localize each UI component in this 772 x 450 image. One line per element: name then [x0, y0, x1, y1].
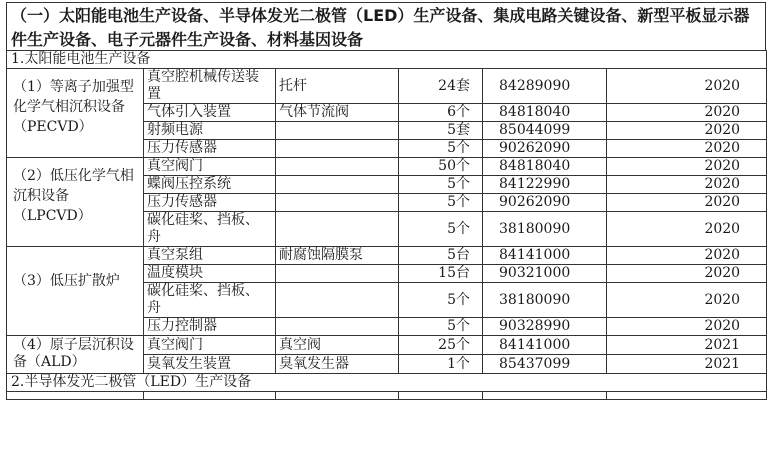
empty-cell [144, 392, 276, 400]
group-name: （4）原子层沉积设备（ALD） [7, 336, 144, 374]
year-cell: 2020 [607, 283, 767, 318]
item-cell: 射频电源 [144, 122, 276, 140]
quantity-cell: 5台 [399, 247, 483, 265]
part-cell: 气体节流阀 [276, 104, 399, 122]
code-cell: 90328990 [483, 318, 607, 336]
group-name: （3）低压扩散炉 [7, 247, 144, 336]
code-cell: 84141000 [483, 336, 607, 355]
quantity-cell: 5个 [399, 140, 483, 158]
quantity-cell: 5个 [399, 212, 483, 247]
code-cell: 84289090 [483, 69, 607, 104]
document-sheet [6, 2, 766, 400]
item-cell: 气体引入装置 [144, 104, 276, 122]
year-cell: 2020 [607, 140, 767, 158]
empty-cell [607, 392, 767, 400]
item-cell: 臭氧发生装置 [144, 355, 276, 374]
quantity-cell: 6个 [399, 104, 483, 122]
code-cell: 90262090 [483, 194, 607, 212]
section-heading: 2.半导体发光二极管（LED）生产设备 [7, 374, 767, 392]
quantity-cell: 24套 [399, 69, 483, 104]
quantity-cell: 5个 [399, 318, 483, 336]
section-heading-row [7, 51, 767, 69]
quantity-cell: 5个 [399, 283, 483, 318]
item-cell: 真空泵组 [144, 247, 276, 265]
part-cell [276, 318, 399, 336]
section-heading: 1.太阳能电池生产设备 [7, 51, 767, 69]
code-cell: 38180090 [483, 212, 607, 247]
quantity-cell: 5套 [399, 122, 483, 140]
section-heading-row [7, 374, 767, 392]
code-cell: 38180090 [483, 283, 607, 318]
part-cell [276, 176, 399, 194]
part-cell [276, 212, 399, 247]
code-cell: 84818040 [483, 158, 607, 176]
table-row [7, 247, 767, 265]
code-cell: 85044099 [483, 122, 607, 140]
group-name: （1）等离子加强型化学气相沉积设备（PECVD） [7, 69, 144, 158]
item-cell: 压力控制器 [144, 318, 276, 336]
table-row [7, 392, 767, 400]
quantity-cell: 1个 [399, 355, 483, 374]
item-cell: 蝶阀压控系统 [144, 176, 276, 194]
item-cell: 温度模块 [144, 265, 276, 283]
year-cell: 2020 [607, 212, 767, 247]
equipment-table [6, 50, 767, 400]
group-name: （2）低压化学气相沉积设备（LPCVD） [7, 158, 144, 247]
year-cell: 2020 [607, 265, 767, 283]
table-row [7, 336, 767, 355]
code-cell: 84818040 [483, 104, 607, 122]
table-row [7, 69, 767, 104]
code-cell: 90262090 [483, 140, 607, 158]
document-title: （一）太阳能电池生产设备、半导体发光二极管（LED）生产设备、集成电路关键设备、新型平板显示器件生产设备、电子元器件生产设备、材料基因设备 [6, 2, 766, 50]
quantity-cell: 5个 [399, 176, 483, 194]
empty-cell [7, 392, 144, 400]
item-cell: 真空腔机械传送装置 [144, 69, 276, 104]
year-cell: 2020 [607, 122, 767, 140]
empty-cell [483, 392, 607, 400]
year-cell: 2020 [607, 194, 767, 212]
part-cell [276, 194, 399, 212]
part-cell: 耐腐蚀隔膜泵 [276, 247, 399, 265]
item-cell: 压力传感器 [144, 194, 276, 212]
code-cell: 85437099 [483, 355, 607, 374]
year-cell: 2020 [607, 176, 767, 194]
quantity-cell: 50个 [399, 158, 483, 176]
table-row [7, 158, 767, 176]
year-cell: 2021 [607, 355, 767, 374]
code-cell: 84141000 [483, 247, 607, 265]
item-cell: 压力传感器 [144, 140, 276, 158]
year-cell: 2020 [607, 158, 767, 176]
empty-cell [399, 392, 483, 400]
item-cell: 真空阀门 [144, 336, 276, 355]
year-cell: 2020 [607, 104, 767, 122]
item-cell: 真空阀门 [144, 158, 276, 176]
item-cell: 碳化硅桨、挡板、舟 [144, 212, 276, 247]
code-cell: 90321000 [483, 265, 607, 283]
year-cell: 2021 [607, 336, 767, 355]
part-cell [276, 158, 399, 176]
part-cell [276, 122, 399, 140]
quantity-cell: 25个 [399, 336, 483, 355]
part-cell [276, 140, 399, 158]
empty-cell [276, 392, 399, 400]
part-cell: 真空阀 [276, 336, 399, 355]
year-cell: 2020 [607, 247, 767, 265]
code-cell: 84122990 [483, 176, 607, 194]
quantity-cell: 15台 [399, 265, 483, 283]
item-cell: 碳化硅桨、挡板、舟 [144, 283, 276, 318]
year-cell: 2020 [607, 69, 767, 104]
quantity-cell: 5个 [399, 194, 483, 212]
part-cell: 托杆 [276, 69, 399, 104]
part-cell [276, 283, 399, 318]
part-cell [276, 265, 399, 283]
part-cell: 臭氧发生器 [276, 355, 399, 374]
year-cell: 2020 [607, 318, 767, 336]
